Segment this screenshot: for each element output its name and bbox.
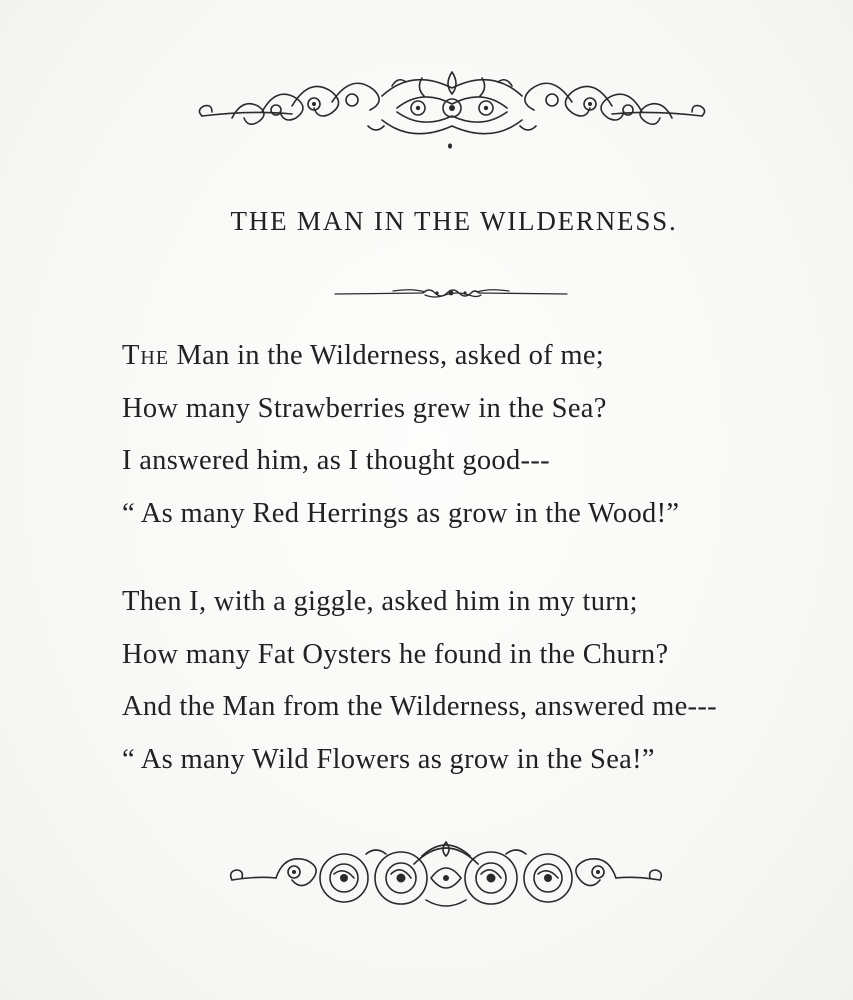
poem-line-text: How many Fat Oysters he found in the Churn?	[122, 638, 669, 670]
poem-line	[122, 383, 822, 436]
poem-line	[122, 629, 822, 682]
poem-line-text: “ As many Red Herrings as grow in the Wood!”	[122, 497, 680, 529]
stanza-1	[122, 330, 822, 540]
stanza-2	[122, 576, 822, 786]
poem-line-text: Man in the Wilderness, asked of me;	[169, 340, 605, 371]
poem-line	[122, 576, 822, 629]
poem-line-text: Then I, with a giggle, asked him in my turn;	[122, 586, 638, 617]
poem-line-text: How many Strawberries grew in the Sea?	[122, 392, 607, 424]
poem-line-text: “ As many Wild Flowers as grow in the Sea!”	[122, 743, 655, 775]
poem-line-text: And the Man from the Wilderness, answered me---	[122, 691, 717, 722]
poem-line	[122, 734, 822, 787]
scrollwork-headpiece-ornament	[192, 66, 712, 150]
poem-body	[122, 330, 822, 786]
scroll-rule-divider	[333, 284, 569, 302]
poem-line	[122, 681, 822, 734]
poem-title: THE MAN IN THE WILDERNESS.	[230, 206, 678, 236]
poem-line	[122, 330, 822, 383]
poem-line-text: I answered him, as I thought good---	[122, 445, 550, 476]
poem-line	[122, 488, 822, 541]
poem-line	[122, 435, 822, 488]
scrollwork-tailpiece-ornament	[226, 834, 666, 914]
poem-line-lead: The	[122, 340, 170, 371]
